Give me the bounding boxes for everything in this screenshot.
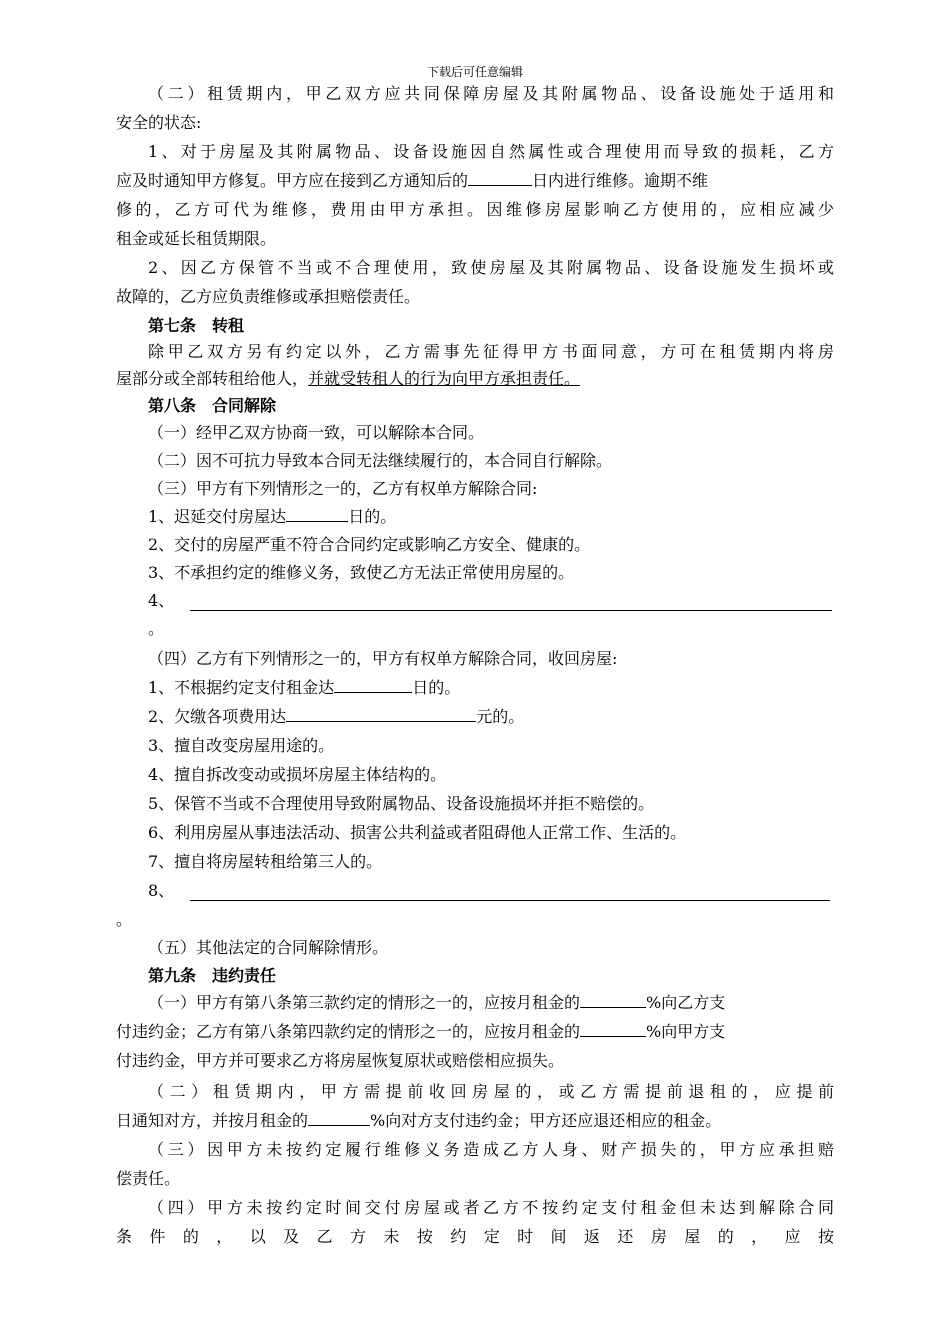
- article-7-title: 第七条 转租: [148, 316, 245, 335]
- paragraph-line: 。: [148, 619, 165, 638]
- paragraph-line: 除甲乙双方另有约定以外，乙方需事先征得甲方书面同意，方可在租赁期内将房: [148, 342, 834, 361]
- paragraph-line: （三）因甲方未按约定履行维修义务造成乙方人身、财产损失的，甲方应承担赔: [148, 1140, 834, 1159]
- paragraph-line: 。: [116, 910, 133, 929]
- fill-in-blank[interactable]: [308, 1111, 370, 1126]
- paragraph-line: （一）经甲乙双方协商一致，可以解除本合同。: [148, 423, 485, 442]
- fill-in-blank[interactable]: [190, 899, 830, 901]
- paragraph-line: [148, 707, 524, 727]
- page-header: 下载后可任意编辑: [426, 65, 523, 79]
- article-9-title: 第九条 违约责任: [148, 966, 277, 985]
- text-segment: 屋部分或全部转租给他人，: [116, 369, 309, 388]
- paragraph-line: （二）租赁期内，甲方需提前收回房屋的，或乙方需提前退租的，应提前: [148, 1082, 834, 1101]
- paragraph-line: （五）其他法定的合同解除情形。: [148, 938, 389, 957]
- text-segment: 2、欠缴各项费用达: [148, 707, 287, 726]
- paragraph-line: （二）因不可抗力导致本合同无法继续履行的，本合同自行解除。: [148, 451, 613, 470]
- paragraph-line: [116, 369, 580, 389]
- paragraph-line: （四）乙方有下列情形之一的，甲方有权单方解除合同，收回房屋:: [148, 649, 618, 668]
- fill-in-blank[interactable]: [580, 1022, 646, 1037]
- fill-in-blank[interactable]: [286, 507, 348, 522]
- text-segment: 1、迟延交付房屋达: [148, 507, 287, 526]
- paragraph-line: 4、擅自拆改变动或损坏房屋主体结构的。: [148, 765, 447, 784]
- paragraph-line: 故障的，乙方应负责维修或承担赔偿责任。: [116, 287, 421, 306]
- paragraph-line: 偿责任。: [116, 1169, 181, 1188]
- article-8-title: 第八条 合同解除: [148, 396, 277, 415]
- text-segment: 日的。: [348, 507, 397, 526]
- text-segment: 应及时通知甲方修复。甲方应在接到乙方通知后的: [116, 171, 469, 190]
- text-segment: %向对方支付违约金；甲方还应退还相应的租金。: [370, 1111, 722, 1130]
- text-segment: %向乙方支: [646, 993, 726, 1012]
- paragraph-line: [148, 507, 396, 527]
- paragraph-line: 租金或延长租赁期限。: [116, 229, 277, 248]
- text-segment: %向甲方支: [646, 1022, 726, 1041]
- fill-in-blank[interactable]: [468, 171, 532, 186]
- fill-in-blank[interactable]: [580, 993, 646, 1008]
- text-segment: 日内进行维修。逾期不维: [532, 171, 709, 190]
- text-segment: 日通知对方，并按月租金的: [116, 1111, 309, 1130]
- paragraph-line: 5、保管不当或不合理使用导致附属物品、设备设施损坏并拒不赔偿的。: [148, 794, 655, 813]
- paragraph-line: （四）甲方未按约定时间交付房屋或者乙方不按约定支付租金但未达到解除合同: [148, 1198, 834, 1217]
- fill-in-blank[interactable]: [334, 678, 412, 693]
- paragraph-line: 3、不承担约定的维修义务，致使乙方无法正常使用房屋的。: [148, 563, 575, 582]
- paragraph-line: [116, 1022, 834, 1042]
- paragraph-line: 修的，乙方可代为维修，费用由甲方承担。因维修房屋影响乙方使用的，应相应减少: [116, 200, 834, 219]
- paragraph-line: [116, 1111, 834, 1131]
- paragraph-line: 3、擅自改变房屋用途的。: [148, 736, 335, 755]
- paragraph-line: 1、对于房屋及其附属物品、设备设施因自然属性或合理使用而导致的损耗，乙方: [148, 142, 834, 161]
- paragraph-line: （三）甲方有下列情形之一的，乙方有权单方解除合同:: [148, 479, 538, 498]
- paragraph-line: 付违约金，甲方并可要求乙方将房屋恢复原状或赔偿相应损失。: [116, 1051, 565, 1070]
- text-segment: 日的。: [412, 678, 461, 697]
- paragraph-line: 条件的，以及乙方未按约定时间返还房屋的，应按: [116, 1227, 834, 1246]
- text-segment: 1、不根据约定支付租金达: [148, 678, 335, 697]
- text-segment: 付违约金；乙方有第八条第四款约定的情形之一的，应按月租金的: [116, 1022, 581, 1041]
- paragraph-line: [148, 993, 834, 1013]
- paragraph-line: 7、擅自将房屋转租给第三人的。: [148, 852, 383, 871]
- paragraph-line: 安全的状态:: [116, 113, 202, 132]
- underlined-clause: 并就受转租人的行为向甲方承担责任。: [308, 369, 581, 388]
- paragraph-line: 6、利用房屋从事违法活动、损害公共利益或者阻碍他人正常工作、生活的。: [148, 823, 687, 842]
- paragraph-line: [148, 678, 460, 698]
- paragraph-line: 2、交付的房屋严重不符合合同约定或影响乙方安全、健康的。: [148, 535, 591, 554]
- paragraph-line: 2、因乙方保管不当或不合理使用，致使房屋及其附属物品、设备设施发生损坏或: [148, 258, 834, 277]
- text-segment: （一）甲方有第八条第三款约定的情形之一的，应按月租金的: [148, 993, 581, 1012]
- paragraph-line: （二）租赁期内，甲乙双方应共同保障房屋及其附属物品、设备设施处于适用和: [148, 84, 834, 103]
- fill-in-blank[interactable]: [190, 609, 832, 611]
- paragraph-line: [116, 171, 834, 191]
- fill-in-blank[interactable]: [286, 707, 476, 722]
- paragraph-line: 8、: [148, 881, 175, 900]
- text-segment: 元的。: [476, 707, 525, 726]
- paragraph-line: 4、: [148, 591, 175, 610]
